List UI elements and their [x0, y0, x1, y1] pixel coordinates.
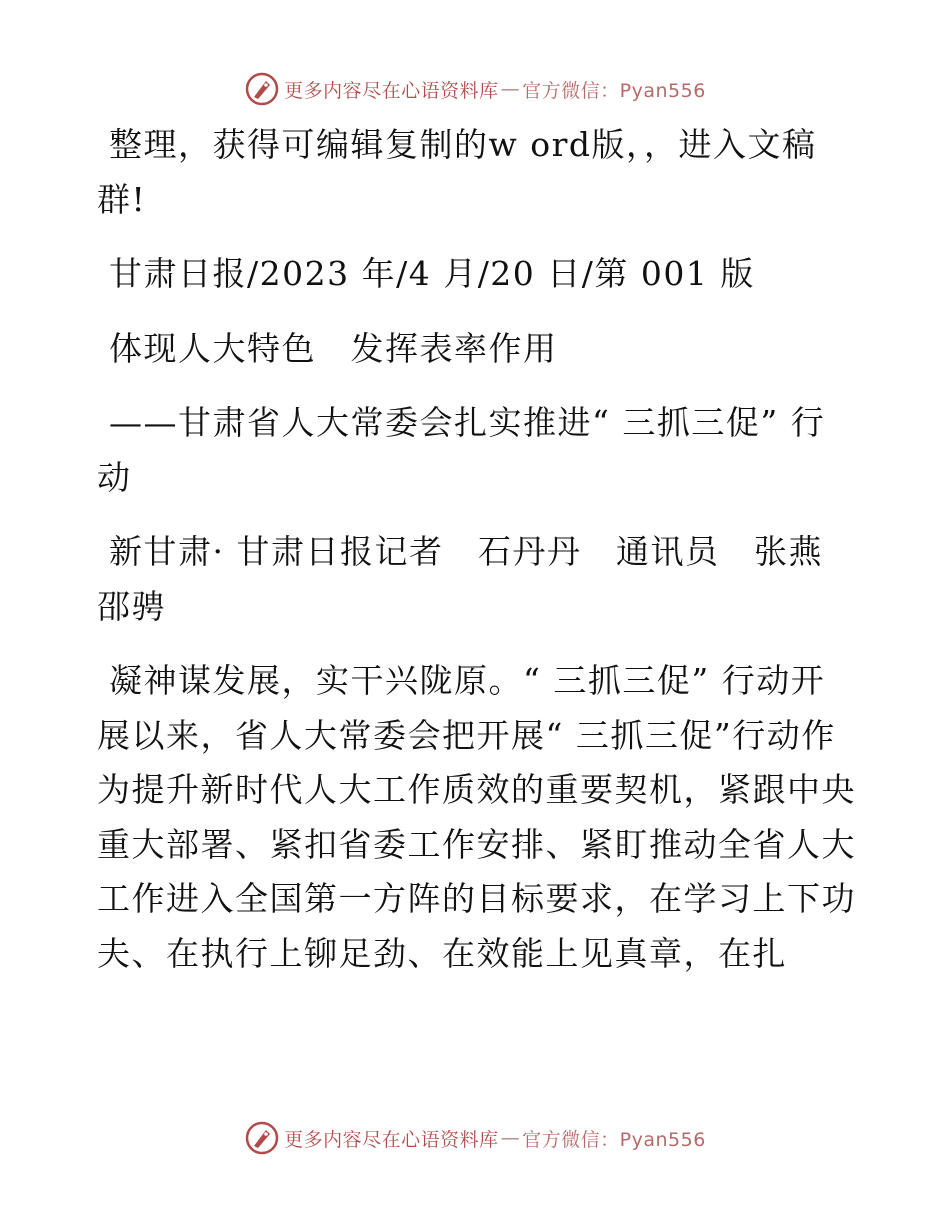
- body-paragraph: 凝神谋发展，实干兴陇原。“ 三抓三促” 行动开展以来，省人大常委会把开展“ 三抓三促”行动作为提升新时代人大工作质效的重要契机，紧跟中央重大部署、紧扣省委工作安排、紧盯推动全省人大工作进入全国第一方阵的目标要求，在学习上下功夫、在执行上铆足劲、在效能上见真章，在扎: [97, 661, 856, 973]
- pen-nib-logo-icon: [244, 71, 280, 107]
- intro-paragraph: 整理，获得可编辑复制的w ord版，，进入文稿群!: [97, 125, 817, 219]
- document-content: [97, 118, 857, 981]
- watermark-contact-text: 官方微信：Pyan556: [522, 79, 706, 102]
- footer-watermark: [0, 1118, 950, 1158]
- watermark-main-text: 更多内容尽在心语资料库: [284, 1128, 499, 1151]
- source-line: 甘肃日报/2023 年/4 月/20 日/第 001 版: [109, 254, 755, 293]
- byline: 新甘肃· 甘肃日报记者 石丹丹 通讯员 张燕 邵骋: [97, 532, 858, 626]
- watermark-contact-text: 官方微信：Pyan556: [522, 1128, 706, 1151]
- watermark-main-text: 更多内容尽在心语资料库: [284, 79, 499, 102]
- watermark-separator: —: [500, 78, 521, 100]
- subheadline: ——甘肃省人大常委会扎实推进“ 三抓三促” 行动: [97, 403, 826, 497]
- pen-nib-logo-icon: [244, 1120, 280, 1156]
- watermark-separator: —: [500, 1127, 521, 1149]
- header-watermark: [0, 69, 950, 109]
- headline: 体现人大特色 发挥表率作用: [109, 328, 558, 368]
